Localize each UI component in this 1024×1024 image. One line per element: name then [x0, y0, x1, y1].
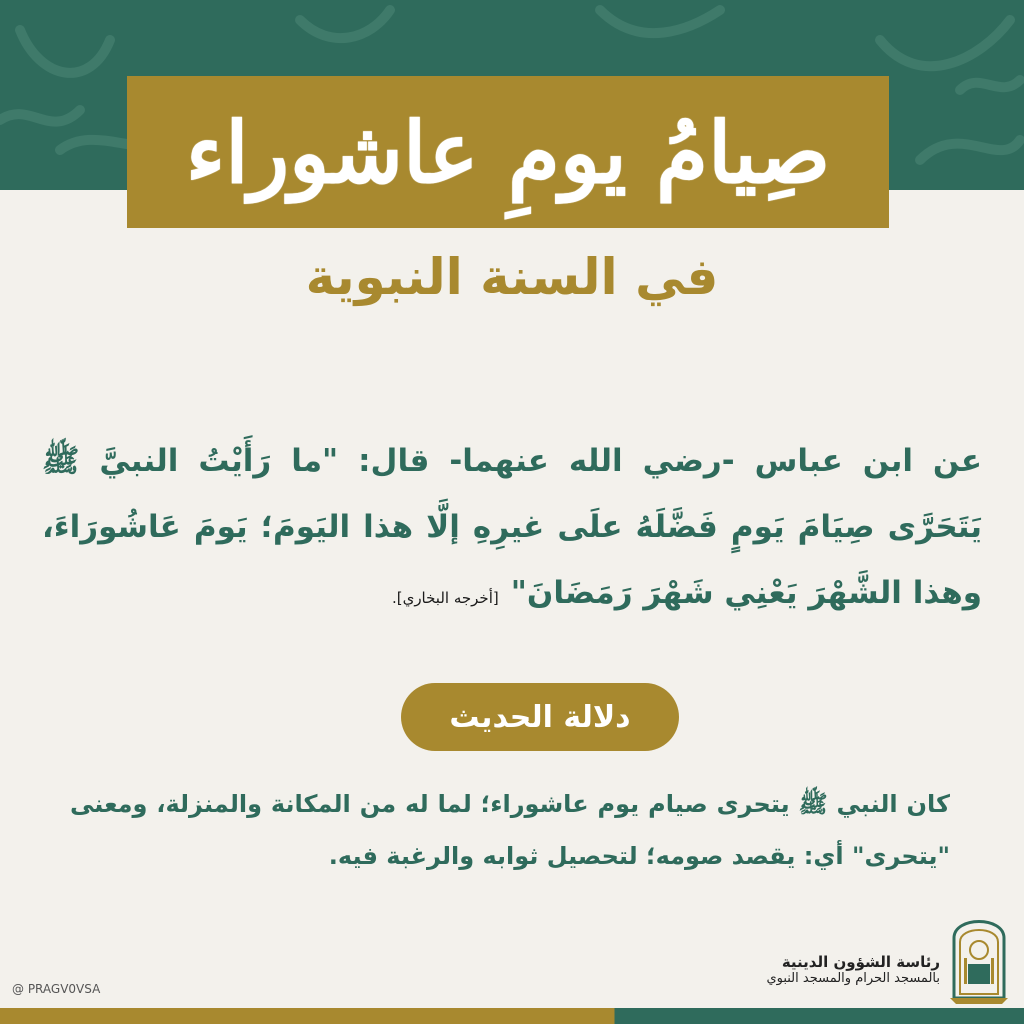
social-handle: @ PRAGV0VSA [12, 982, 101, 996]
hadith-text-block [42, 428, 982, 631]
hadith-source: [أخرجه البخاري]. [391, 589, 499, 607]
section-label-pill [401, 683, 679, 751]
hadith-meaning: كان النبي ﷺ يتحرى صيام يوم عاشوراء؛ لما له من المكانة والمنزلة، ومعنى "يتحرى" أي: يقصد صومه؛ لتحصيل ثوابه والرغبة فيه. [70, 790, 950, 870]
organization-name [730, 953, 940, 986]
section-label: دلالة الحديث [449, 699, 631, 735]
bottom-stripe [0, 1008, 1024, 1024]
organization-line-1: رئاسة الشؤون الدينية [781, 953, 940, 971]
page-title: صِيامُ يومِ عاشوراء [185, 102, 831, 202]
title-banner [127, 76, 889, 228]
hadith-text: عن ابن عباس -رضي الله عنهما- قال: "ما رَأَيْتُ النبيَّ ﷺ يَتَحَرَّى صِيَامَ يَومٍ فَضَّلَهُ علَى غيرِهِ إلَّا هذا اليَومَ؛ يَومَ عَاشُورَاءَ، وهذا الشَّهْرَ يَعْنِي شَهْرَ رَمَضَانَ" [42, 443, 982, 611]
mosque-emblem-icon [946, 898, 1012, 1004]
page-subtitle: في السنة النبوية [305, 248, 719, 306]
organization-line-2: بالمسجد الحرام والمسجد النبوي [766, 971, 940, 986]
